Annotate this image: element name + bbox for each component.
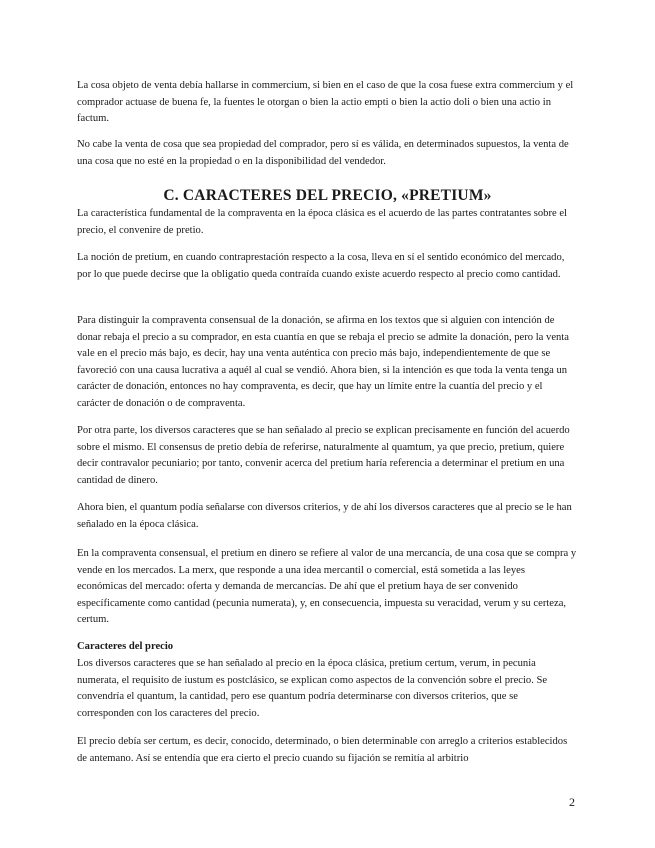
section-heading: C. CARACTERES DEL PRECIO, «PRETIUM»	[163, 187, 492, 204]
paragraph: Ahora bien, el quantum podía señalarse con diversos criterios, y de ahí los diversos caracteres que al precio se le han señalado en la época clásica.	[77, 502, 572, 530]
paragraph: La cosa objeto de venta debía hallarse in commercium, si bien en el caso de que la cosa fuese extra commercium y el comprador actuase de buena fe, la fuentes le otorgan o bien la actio empti o bien la actio doli o bien una actio in factum.	[77, 80, 574, 124]
paragraph: Para distinguir la compraventa consensual de la donación, se afirma en los textos que si alguien con intención de donar rebaja el precio a su comprador, en esta cuantía en que se rebaja el precio se admite la donación, pero la venta vale en el precio más bajo, es decir, hay una venta auténtica con precio más bajo, independientemente de que se favoreció con una causa lucrativa a aquél al cual se vendió. Ahora bien, si la intención es que toda la venta tenga un carácter de donación, entonces no hay compraventa, es decir, que hay un límite entre la cuantía del precio y el carácter de donación o de compraventa.	[77, 315, 569, 409]
paragraph: En la compraventa consensual, el pretium en dinero se refiere al valor de una mercancía, de una cosa que se compra y vende en los mercados. La merx, que responde a una idea mercantil o comercial, está sometida a las leyes económicas del mercado: oferta y demanda de mercancías. De ahí que el pretium haya de ser convenido específicamente como cantidad (pecunia numerata), y, en consecuencia, impuesta su veracidad, verum y su certeza, certum.	[77, 548, 577, 625]
paragraph: El precio debía ser certum, es decir, conocido, determinado, o bien determinable con arreglo a criterios establecidos de antemano. Así se entendía que era cierto el precio cuando su fijación se remitía al arbitrio	[77, 736, 568, 764]
paragraph: Por otra parte, los diversos caracteres que se han señalado al precio se explican precisamente en función del acuerdo sobre el mismo. El consensus de pretio debía de referirse, naturalmente al quamtum, ya que precio, pretium, quiere decir contravalor pecuniario; por tanto, convenir acerca del pretium haría referencia a determinar el pretium en una cantidad de dinero.	[77, 425, 570, 486]
paragraph: La noción de pretium, en cuando contraprestación respecto a la cosa, lleva en sí el sentido económico del mercado, por lo que puede decirse que la obligatio queda contraída cuando existe acuerdo respecto al precio como cantidad.	[77, 252, 565, 280]
paragraph: No cabe la venta de cosa que sea propiedad del comprador, pero sí es válida, en determinados supuestos, la venta de una cosa que no esté en la propiedad o en la disponibilidad del vendedor.	[77, 139, 569, 167]
subsection-heading: Caracteres del precio	[77, 641, 174, 652]
paragraph: La característica fundamental de la compraventa en la época clásica es el acuerdo de las partes contratantes sobre el precio, el convenire de pretio.	[77, 208, 567, 236]
page-number: 2	[569, 795, 575, 809]
paragraph: Los diversos caracteres que se han señalado al precio en la época clásica, pretium certum, verum, in pecunia numerata, el requisito de iustum es postclásico, se explican como aspectos de la convención sobre el precio. Se convendría el quantum, la cantidad, pero ese quantum podría determinarse con diversos criterios, que se corresponden con los caracteres del precio.	[77, 658, 548, 719]
